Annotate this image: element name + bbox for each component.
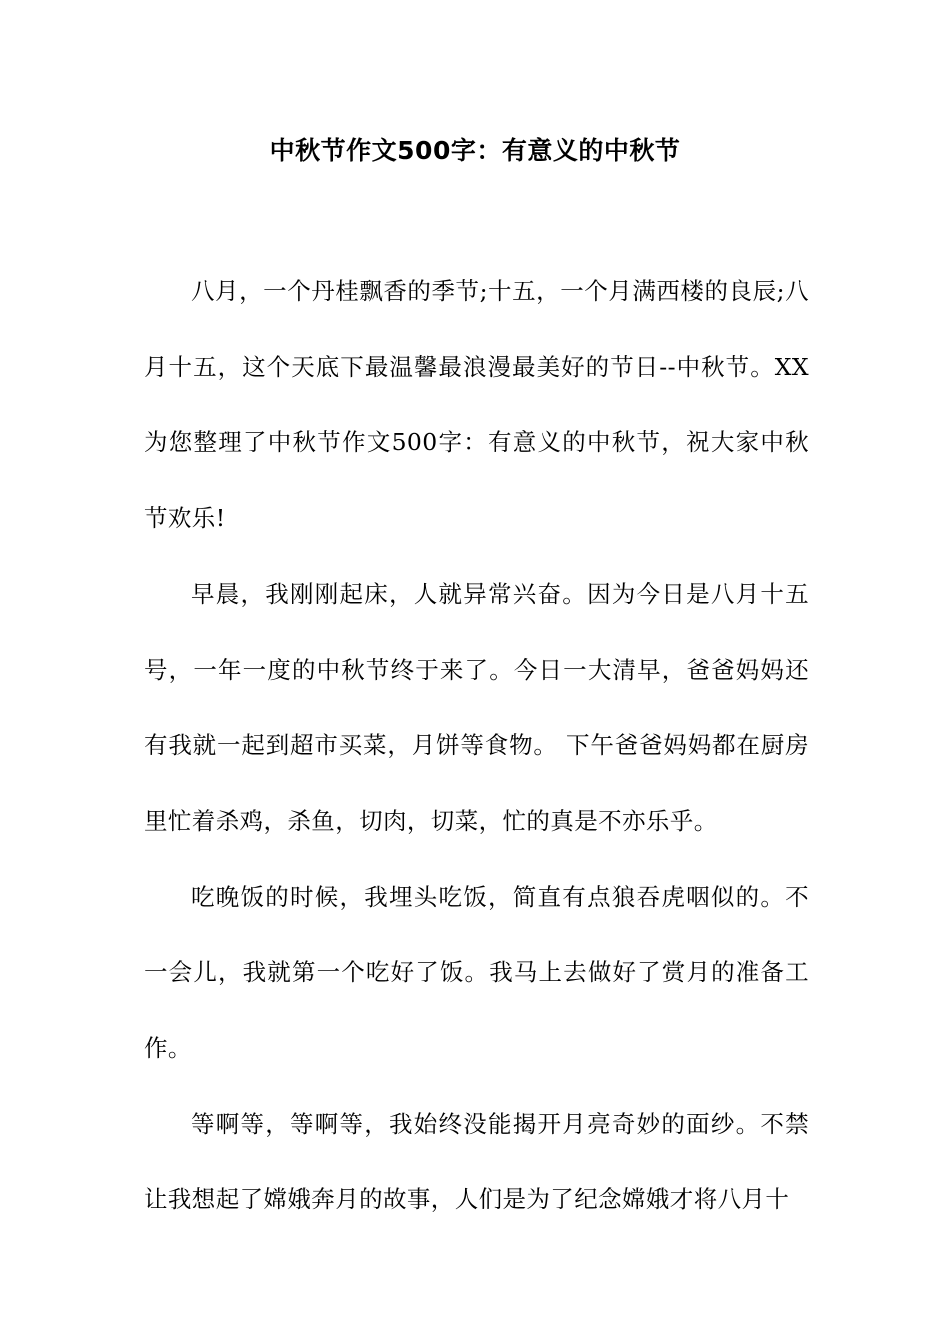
document-title: 中秋节作文500字：有意义的中秋节	[269, 136, 681, 165]
paragraph: 八月，一个丹桂飘香的季节;十五，一个月满西楼的良辰;八月十五，这个天底下最温馨最浪漫最美好的节日--中秋节。XX为您整理了中秋节作文500字：有意义的中秋节，祝大家中秋节欢乐!	[144, 277, 809, 533]
paragraph: 早晨，我刚刚起床，人就异常兴奋。因为今日是八月十五号，一年一度的中秋节终于来了。今日一大清早，爸爸妈妈还有我就一起到超市买菜，月饼等食物。 下午爸爸妈妈都在厨房里忙着杀鸡，杀鱼，切肉，切菜，忙的真是不亦乐乎。	[144, 579, 809, 835]
paragraph: 等啊等，等啊等，我始终没能揭开月亮奇妙的面纱。不禁让我想起了嫦娥奔月的故事，人们是为了纪念嫦娥才将八月十	[144, 1109, 809, 1214]
document-body	[144, 254, 809, 1238]
paragraph: 吃晚饭的时候，我埋头吃饭，简直有点狼吞虎咽似的。不一会儿，我就第一个吃好了饭。我马上去做好了赏月的准备工作。	[144, 882, 809, 1063]
